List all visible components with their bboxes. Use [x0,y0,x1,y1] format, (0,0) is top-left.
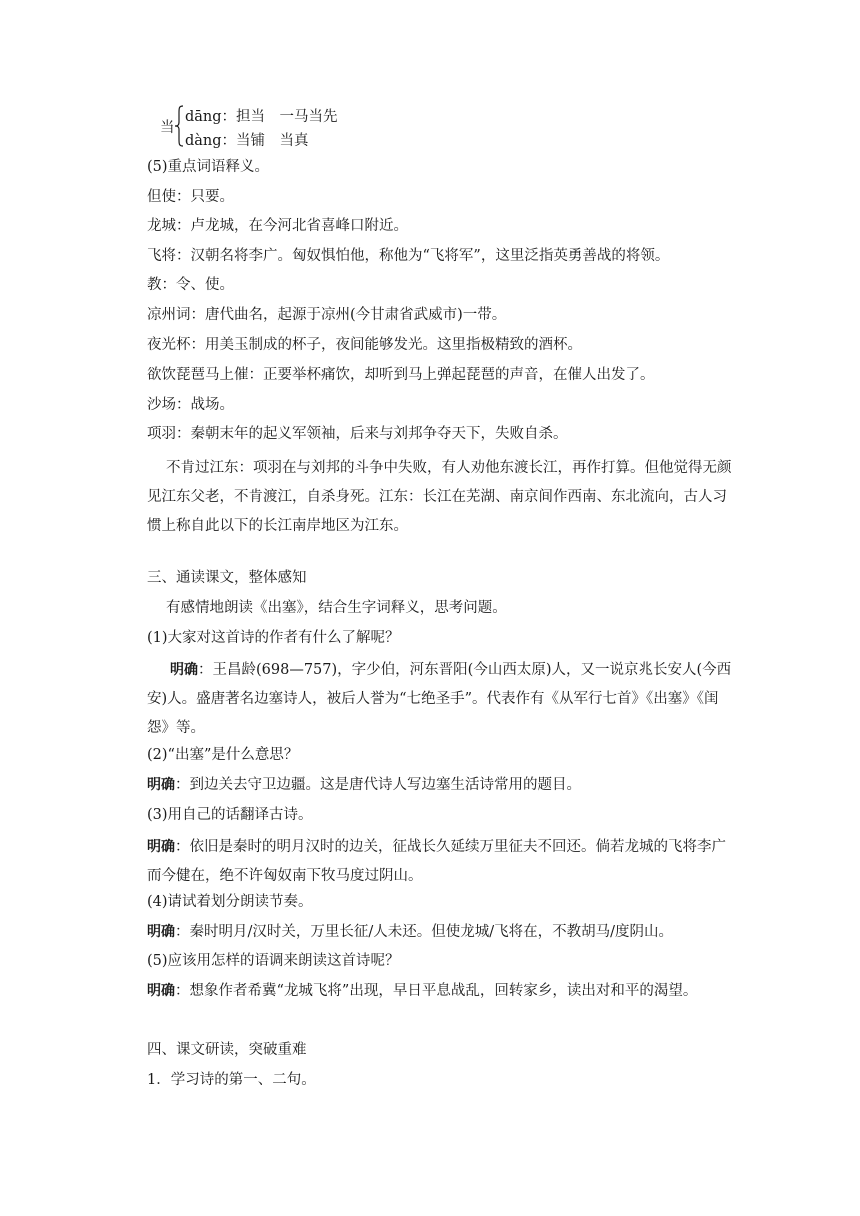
vocab-item: 飞将：汉朝名将李广。匈奴惧怕他，称他为“飞将军”，这里泛指英勇善战的将领。 [147,248,670,264]
curly-brace-icon [174,105,184,147]
answer-label: 明确 [147,839,175,855]
answer-2 [147,775,747,795]
section-3-title: 三、通读课文，整体感知 [147,570,307,586]
question-1: (1)大家对这首诗的作者有什么了解呢？ [147,630,400,646]
answer-text: ：秦时明月/汉时关，万里长征/人未还。但使龙城/飞将在，不教胡马/度阴山。 [175,924,674,940]
answer-label: 明确 [147,924,175,940]
vocab-item: 沙场：战场。 [147,397,234,413]
vocab-item: 但使：只要。 [147,189,234,205]
answer-label: 明确 [170,662,198,678]
vocab-item: 教：令、使。 [147,277,234,293]
answer-3 [147,833,737,891]
answer-text: ：想象作者希冀“龙城飞将”出现，早日平息战乱，回转家乡，读出对和平的渴望。 [175,983,698,999]
vocab-heading: (5)重点词语释义。 [147,159,270,175]
vocab-item: 项羽：秦朝末年的起义军领袖，后来与刘邦争夺天下，失败自杀。 [147,426,568,442]
pronunciation-dang4: dàng：当铺 当真 [185,133,309,149]
question-5: (5)应该用怎样的语调来朗读这首诗呢？ [147,953,400,969]
answer-label: 明确 [147,777,175,793]
answer-1 [147,656,737,743]
question-3: (3)用自己的话翻译古诗。 [147,807,313,823]
answer-5 [147,981,747,1001]
answer-text: ：到边关去守卫边疆。这是唐代诗人写边塞生活诗常用的题目。 [175,777,581,793]
section-4-title: 四、课文研读，突破重难 [147,1042,307,1058]
vocab-item-jiangdong: 不肯过江东：项羽在与刘邦的斗争中失败，有人劝他东渡长江，再作打算。但他觉得无颜见江东父老，不肯渡江，自杀身死。江东：长江在芜湖、南京间作西南、东北流向，古人习惯上称自此以下的长江南岸地区为江东。 [147,460,732,534]
answer-text: ：依旧是秦时的明月汉时的边关，征战长久延续万里征夫不回还。倘若龙城的飞将李广而今健在，绝不许匈奴南下牧马度过阴山。 [147,839,726,884]
section-3-intro: 有感情地朗读《出塞》，结合生字词释义，思考问题。 [166,600,507,616]
answer-text: ：王昌龄(698—757)，字少伯，河东晋阳(今山西太原)人，又一说京兆长安人(今西安)人。盛唐著名边塞诗人，被后人誉为“七绝圣手”。代表作有《从军行七首》《出塞》《闺怨》等。 [147,662,732,736]
question-4: (4)请试着划分朗读节奏。 [147,894,313,910]
section-4-item-1: 1．学习诗的第一、二句。 [147,1072,316,1088]
answer-label: 明确 [147,983,175,999]
question-2: (2)“出塞”是什么意思？ [147,747,299,763]
vocab-item: 夜光杯：用美玉制成的杯子，夜间能够发光。这里指极精致的酒杯。 [147,337,582,353]
vocab-item: 凉州词：唐代曲名，起源于凉州(今甘肃省武威市)一带。 [147,307,507,323]
pronunciation-dang1: dāng：担当 一马当先 [185,109,338,125]
vocab-item: 龙城：卢龙城，在今河北省喜峰口附近。 [147,218,408,234]
polyphonic-character-block [160,103,380,151]
answer-4 [147,922,747,942]
polyphonic-character: 当 [160,120,175,136]
vocab-item: 欲饮琵琶马上催：正要举杯痛饮，却听到马上弹起琵琶的声音，在催人出发了。 [147,367,655,383]
